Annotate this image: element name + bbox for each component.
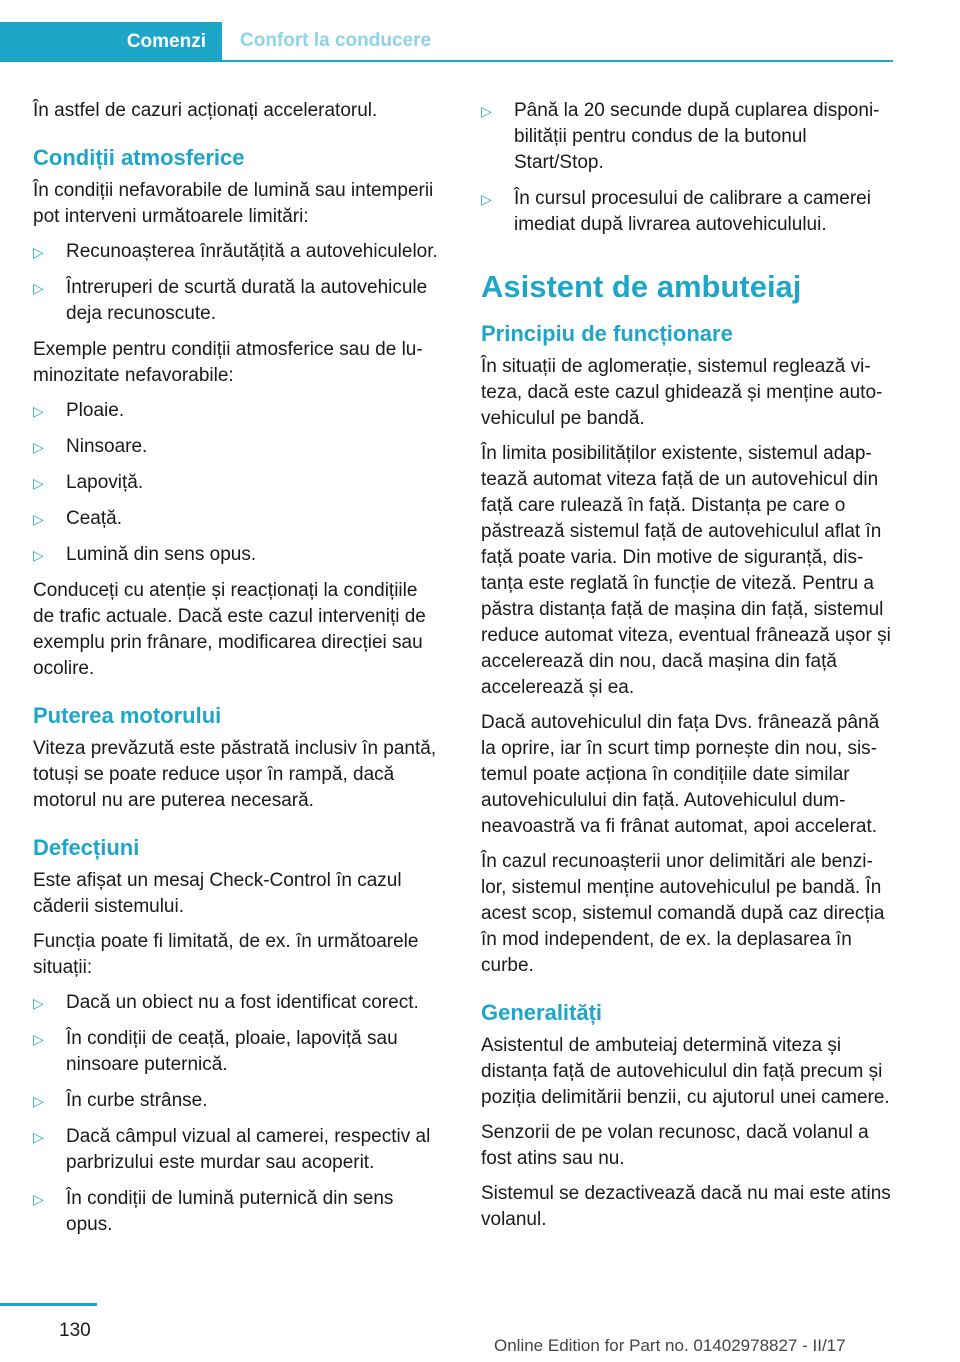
paragraph-principle-3: Dacă autovehiculul din fața Dvs. frânează până la oprire, iar în scurt timp pornește din nou, sistemul poate acționa în condițiile date similar autovehiculului din față. Autovehiculul dumneavoastră va fi frânat automat, apoi accelerat.: [481, 712, 880, 837]
page-number: 130: [59, 1320, 91, 1341]
list-item: ▷ Lumină din sens opus.: [33, 542, 443, 568]
bullet-triangle-icon: ▷: [33, 511, 44, 527]
chapter-tab: Comenzi: [0, 22, 222, 62]
list-item: ▷ Dacă câmpul vizual al camerei, respectiv al parbrizului este murdar sau acoperit.: [33, 1126, 431, 1173]
bullet-triangle-icon: ▷: [33, 547, 44, 563]
list-atmospheric-limits: [33, 239, 443, 327]
heading-general: Generalități: [481, 1000, 603, 1025]
bullet-triangle-icon: ▷: [33, 244, 44, 260]
list-item: ▷ Lapoviță.: [33, 470, 443, 496]
right-column: [481, 98, 891, 1242]
bullet-triangle-icon: ▷: [33, 439, 44, 455]
list-item: ▷ Până la 20 secunde după cuplarea disponibilității pentru condus de la butonul Start/Stop.: [481, 100, 880, 173]
bullet-triangle-icon: ▷: [33, 1031, 44, 1047]
list-item: ▷ În condiții de ceață, ploaie, lapoviță sau ninsoare puternică.: [33, 1028, 398, 1075]
list-weather-examples: [33, 398, 443, 568]
heading-atmospheric: Condiții atmosferice: [33, 145, 245, 170]
section-tab: Confort la conducere: [240, 30, 432, 51]
paragraph-drive-carefully: Conduceți cu atenție și reacționați la condițiile de trafic actuale. Dacă este cazul interveniți de exemplu prin frânare, modificarea direcției sau ocolire.: [33, 580, 426, 679]
list-item: ▷ Recunoașterea înrăutățită a autovehiculelor.: [33, 239, 443, 265]
paragraph-general-3: Sistemul se dezactivează dacă nu mai este atins volanul.: [481, 1183, 891, 1230]
list-item: ▷ Ploaie.: [33, 398, 443, 424]
bullet-triangle-icon: ▷: [33, 280, 44, 296]
paragraph-principle-2: În limita posibilităților existente, sistemul adaptează automat viteza față de un autovehicul din față care rulează în față. Distanța pe care o păstrează sistemul față de autovehiculul aflat în față poate varia. Din motive de siguranță, distanța este reglată în funcție de viteză. Pentru a păstra distanța față de mașina din față, sistemul reduce automat viteza, eventual frânează ușor și accelerează din nou, dacă mașina din față accelerează și ea.: [481, 443, 891, 698]
heading-principle: Principiu de funcționare: [481, 321, 733, 346]
paragraph-faults-2: Funcția poate fi limitată, de ex. în următoarele situații:: [33, 931, 419, 978]
list-item: ▷ În curbe strânse.: [33, 1088, 443, 1114]
heading-engine-power: Puterea motorului: [33, 703, 222, 728]
paragraph-examples: Exemple pentru condiții atmosferice sau de luminozitate nefavorabile:: [33, 339, 423, 386]
list-item: ▷ Întreruperi de scurtă durată la autovehicule deja recunoscute.: [33, 277, 428, 324]
paragraph-principle-4: În cazul recunoașterii unor delimitări ale benzilor, sistemul menține autovehiculul pe bandă. În acest scop, sistemul comandă după caz direcția în mod independent, de ex. la deplasarea în curbe.: [481, 851, 885, 976]
paragraph-general-1: Asistentul de ambuteiaj determină viteza și distanța față de autovehiculul din față precum și poziția delimitării benzii, cu ajutorul unei camere.: [481, 1035, 890, 1108]
list-item: ▷ Dacă un obiect nu a fost identificat corect.: [33, 990, 443, 1016]
paragraph-faults-1: Este afișat un mesaj Check-Control în cazul căderii sistemului.: [33, 870, 402, 917]
list-item: ▷ În cursul procesului de calibrare a camerei imediat după livrarea autovehiculului.: [481, 188, 871, 235]
footer-divider: [0, 1303, 97, 1306]
paragraph-general-2: Senzorii de pe volan recunosc, dacă volanul a fost atins sau nu.: [481, 1122, 869, 1169]
bullet-triangle-icon: ▷: [33, 1129, 44, 1145]
paragraph-atmospheric: În condiții nefavorabile de lumină sau intemperii pot interveni următoarele limitări:: [33, 180, 434, 227]
paragraph-engine-power: Viteza prevăzută este păstrată inclusiv în pantă, totuși se poate reduce ușor în rampă, dacă motorul nu are puterea necesară.: [33, 738, 437, 811]
paragraph-principle-1: În situații de aglomerație, sistemul reglează viteza, dacă este cazul ghidează și menține autovehiculul pe bandă.: [481, 356, 883, 429]
list-item: ▷ Ceață.: [33, 506, 443, 532]
heading-faults: Defecțiuni: [33, 835, 140, 860]
edition-note: Online Edition for Part no. 01402978827 - II/17: [494, 1336, 846, 1355]
header-divider: [222, 60, 893, 62]
bullet-triangle-icon: ▷: [481, 191, 492, 207]
left-column: [33, 98, 443, 1248]
bullet-triangle-icon: ▷: [33, 1191, 44, 1207]
list-fault-situations: [33, 990, 443, 1238]
bullet-triangle-icon: ▷: [33, 403, 44, 419]
bullet-triangle-icon: ▷: [33, 995, 44, 1011]
list-item: ▷ Ninsoare.: [33, 434, 443, 460]
bullet-triangle-icon: ▷: [33, 1093, 44, 1109]
section-title: Asistent de ambuteiaj: [481, 269, 802, 304]
list-fault-situations-continued: [481, 98, 891, 238]
bullet-triangle-icon: ▷: [33, 475, 44, 491]
list-item: ▷ În condiții de lumină puternică din sens opus.: [33, 1188, 394, 1235]
bullet-triangle-icon: ▷: [481, 103, 492, 119]
intro-paragraph: În astfel de cazuri acționați acceleratorul.: [33, 100, 378, 121]
chapter-header: [0, 22, 893, 62]
